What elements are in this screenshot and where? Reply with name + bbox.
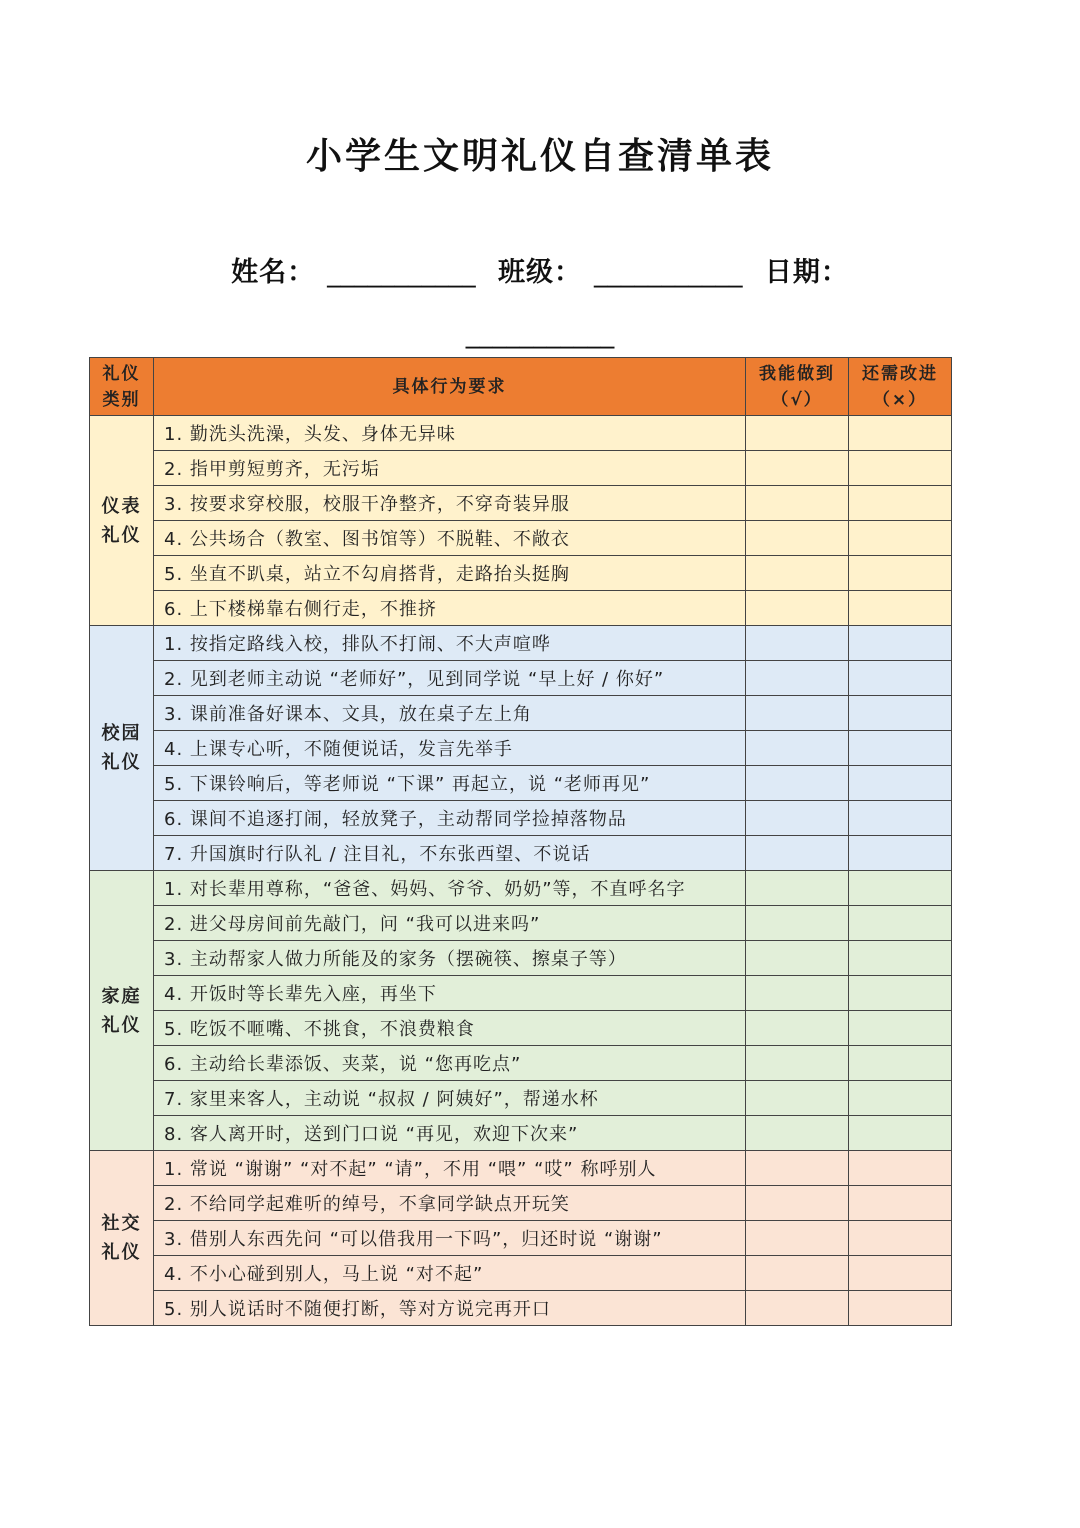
- can-do-checkbox-cell[interactable]: [746, 871, 849, 906]
- improve-checkbox-cell[interactable]: [849, 976, 952, 1011]
- header-improve: [849, 358, 952, 416]
- table-body: [90, 416, 952, 1326]
- table-row: [90, 1151, 952, 1186]
- table-row: [90, 941, 952, 976]
- improve-checkbox-cell[interactable]: [849, 801, 952, 836]
- can-do-checkbox-cell[interactable]: [746, 521, 849, 556]
- can-do-checkbox-cell[interactable]: [746, 626, 849, 661]
- improve-checkbox-cell[interactable]: [849, 451, 952, 486]
- requirement-cell: 3. 课前准备好课本、文具，放在桌子左上角: [154, 696, 746, 731]
- table-row: [90, 1256, 952, 1291]
- table-row: [90, 626, 952, 661]
- can-do-checkbox-cell[interactable]: [746, 1081, 849, 1116]
- table-row: [90, 1186, 952, 1221]
- requirement-cell: 6. 主动给长辈添饭、夹菜，说 “您再吃点”: [154, 1046, 746, 1081]
- header-can-do: [746, 358, 849, 416]
- table-row: [90, 1046, 952, 1081]
- page-title: 小学生文明礼仪自查清单表: [305, 135, 774, 177]
- table-row: [90, 486, 952, 521]
- requirement-cell: 5. 吃饭不咂嘴、不挑食，不浪费粮食: [154, 1011, 746, 1046]
- improve-checkbox-cell[interactable]: [849, 1256, 952, 1291]
- requirement-cell: 4. 开饭时等长辈先入座，再坐下: [154, 976, 746, 1011]
- header-category: [90, 358, 154, 416]
- category-cell: 社交 礼仪: [90, 1151, 154, 1326]
- improve-checkbox-cell[interactable]: [849, 591, 952, 626]
- improve-checkbox-cell[interactable]: [849, 1011, 952, 1046]
- requirement-cell: 4. 上课专心听，不随便说话，发言先举手: [154, 731, 746, 766]
- class-blank[interactable]: ___________: [594, 257, 743, 288]
- date-blank[interactable]: ___________: [465, 318, 615, 349]
- table-row: [90, 976, 952, 1011]
- improve-checkbox-cell[interactable]: [849, 1221, 952, 1256]
- can-do-checkbox-cell[interactable]: [746, 661, 849, 696]
- name-label: 姓名：: [231, 257, 316, 288]
- improve-checkbox-cell[interactable]: [849, 1186, 952, 1221]
- can-do-checkbox-cell[interactable]: [746, 906, 849, 941]
- requirement-cell: 1. 对长辈用尊称，“爸爸、妈妈、爷爷、奶奶”等，不直呼名字: [154, 871, 746, 906]
- can-do-checkbox-cell[interactable]: [746, 696, 849, 731]
- requirement-cell: 4. 不小心碰到别人，马上说 “对不起”: [154, 1256, 746, 1291]
- header-requirement: 具体行为要求: [154, 358, 746, 416]
- improve-checkbox-cell[interactable]: [849, 1151, 952, 1186]
- table-row: [90, 661, 952, 696]
- can-do-checkbox-cell[interactable]: [746, 591, 849, 626]
- table-row: [90, 871, 952, 906]
- requirement-cell: 2. 不给同学起难听的绰号，不拿同学缺点开玩笑: [154, 1186, 746, 1221]
- table-row: [90, 451, 952, 486]
- can-do-checkbox-cell[interactable]: [746, 1291, 849, 1326]
- table-row: [90, 1291, 952, 1326]
- improve-checkbox-cell[interactable]: [849, 696, 952, 731]
- etiquette-checklist-table: [89, 357, 952, 1326]
- improve-checkbox-cell[interactable]: [849, 416, 952, 451]
- table-row: [90, 696, 952, 731]
- requirement-cell: 2. 进父母房间前先敲门，问 “我可以进来吗”: [154, 906, 746, 941]
- table-row: [90, 416, 952, 451]
- improve-checkbox-cell[interactable]: [849, 661, 952, 696]
- table-row: [90, 906, 952, 941]
- requirement-cell: 8. 客人离开时，送到门口说 “再见，欢迎下次来”: [154, 1116, 746, 1151]
- can-do-checkbox-cell[interactable]: [746, 941, 849, 976]
- table-row: [90, 556, 952, 591]
- category-cell: 仪表 礼仪: [90, 416, 154, 626]
- requirement-cell: 1. 按指定路线入校，排队不打闹、不大声喧哗: [154, 626, 746, 661]
- can-do-checkbox-cell[interactable]: [746, 1186, 849, 1221]
- table-row: [90, 1116, 952, 1151]
- improve-checkbox-cell[interactable]: [849, 731, 952, 766]
- student-info-row: [0, 250, 1080, 289]
- requirement-cell: 4. 公共场合（教室、图书馆等）不脱鞋、不敞衣: [154, 521, 746, 556]
- improve-checkbox-cell[interactable]: [849, 906, 952, 941]
- can-do-checkbox-cell[interactable]: [746, 1116, 849, 1151]
- can-do-checkbox-cell[interactable]: [746, 556, 849, 591]
- requirement-cell: 1. 常说 “谢谢” “对不起” “请”，不用 “喂” “哎” 称呼别人: [154, 1151, 746, 1186]
- requirement-cell: 7. 升国旗时行队礼 / 注目礼，不东张西望、不说话: [154, 836, 746, 871]
- can-do-checkbox-cell[interactable]: [746, 486, 849, 521]
- can-do-checkbox-cell[interactable]: [746, 766, 849, 801]
- improve-checkbox-cell[interactable]: [849, 1081, 952, 1116]
- requirement-cell: 3. 借别人东西先问 “可以借我用一下吗”，归还时说 “谢谢”: [154, 1221, 746, 1256]
- improve-checkbox-cell[interactable]: [849, 486, 952, 521]
- can-do-checkbox-cell[interactable]: [746, 731, 849, 766]
- table-row: [90, 731, 952, 766]
- improve-checkbox-cell[interactable]: [849, 521, 952, 556]
- can-do-checkbox-cell[interactable]: [746, 801, 849, 836]
- requirement-cell: 5. 坐直不趴桌，站立不勾肩搭背，走路抬头挺胸: [154, 556, 746, 591]
- improve-checkbox-cell[interactable]: [849, 1046, 952, 1081]
- requirement-cell: 3. 主动帮家人做力所能及的家务（摆碗筷、擦桌子等）: [154, 941, 746, 976]
- requirement-cell: 2. 指甲剪短剪齐，无污垢: [154, 451, 746, 486]
- requirement-cell: 5. 下课铃响后，等老师说 “下课” 再起立，说 “老师再见”: [154, 766, 746, 801]
- improve-checkbox-cell[interactable]: [849, 836, 952, 871]
- requirement-cell: 6. 课间不追逐打闹，轻放凳子，主动帮同学捡掉落物品: [154, 801, 746, 836]
- date-label: 日期：: [764, 257, 849, 288]
- header-can-do-text: 我能做到 （√）: [759, 363, 835, 410]
- can-do-checkbox-cell[interactable]: [746, 416, 849, 451]
- table-row: [90, 1081, 952, 1116]
- requirement-cell: 5. 别人说话时不随便打断，等对方说完再开口: [154, 1291, 746, 1326]
- requirement-cell: 6. 上下楼梯靠右侧行走，不推挤: [154, 591, 746, 626]
- table-row: [90, 801, 952, 836]
- name-blank[interactable]: ___________: [327, 257, 476, 288]
- can-do-checkbox-cell[interactable]: [746, 1256, 849, 1291]
- can-do-checkbox-cell[interactable]: [746, 836, 849, 871]
- table-row: [90, 1011, 952, 1046]
- category-cell: 家庭 礼仪: [90, 871, 154, 1151]
- can-do-checkbox-cell[interactable]: [746, 1046, 849, 1081]
- improve-checkbox-cell[interactable]: [849, 871, 952, 906]
- improve-checkbox-cell[interactable]: [849, 766, 952, 801]
- requirement-cell: 7. 家里来客人，主动说 “叔叔 / 阿姨好”，帮递水杯: [154, 1081, 746, 1116]
- requirement-cell: 1. 勤洗头洗澡，头发、身体无异味: [154, 416, 746, 451]
- table-row: [90, 1221, 952, 1256]
- table-row: [90, 766, 952, 801]
- improve-checkbox-cell[interactable]: [849, 626, 952, 661]
- requirement-cell: 2. 见到老师主动说 “老师好”，见到同学说 “早上好 / 你好”: [154, 661, 746, 696]
- improve-checkbox-cell[interactable]: [849, 1116, 952, 1151]
- can-do-checkbox-cell[interactable]: [746, 976, 849, 1011]
- can-do-checkbox-cell[interactable]: [746, 1151, 849, 1186]
- class-label: 班级：: [498, 257, 582, 288]
- header-improve-text: 还需改进 （×）: [862, 363, 938, 410]
- table-row: [90, 836, 952, 871]
- improve-checkbox-cell[interactable]: [849, 941, 952, 976]
- can-do-checkbox-cell[interactable]: [746, 1011, 849, 1046]
- header-category-text: 礼仪 类别: [102, 363, 141, 410]
- requirement-cell: 3. 按要求穿校服，校服干净整齐，不穿奇装异服: [154, 486, 746, 521]
- can-do-checkbox-cell[interactable]: [746, 1221, 849, 1256]
- category-cell: 校园 礼仪: [90, 626, 154, 871]
- improve-checkbox-cell[interactable]: [849, 1291, 952, 1326]
- table-row: [90, 591, 952, 626]
- table-row: [90, 521, 952, 556]
- improve-checkbox-cell[interactable]: [849, 556, 952, 591]
- can-do-checkbox-cell[interactable]: [746, 451, 849, 486]
- table-header-row: [90, 358, 952, 416]
